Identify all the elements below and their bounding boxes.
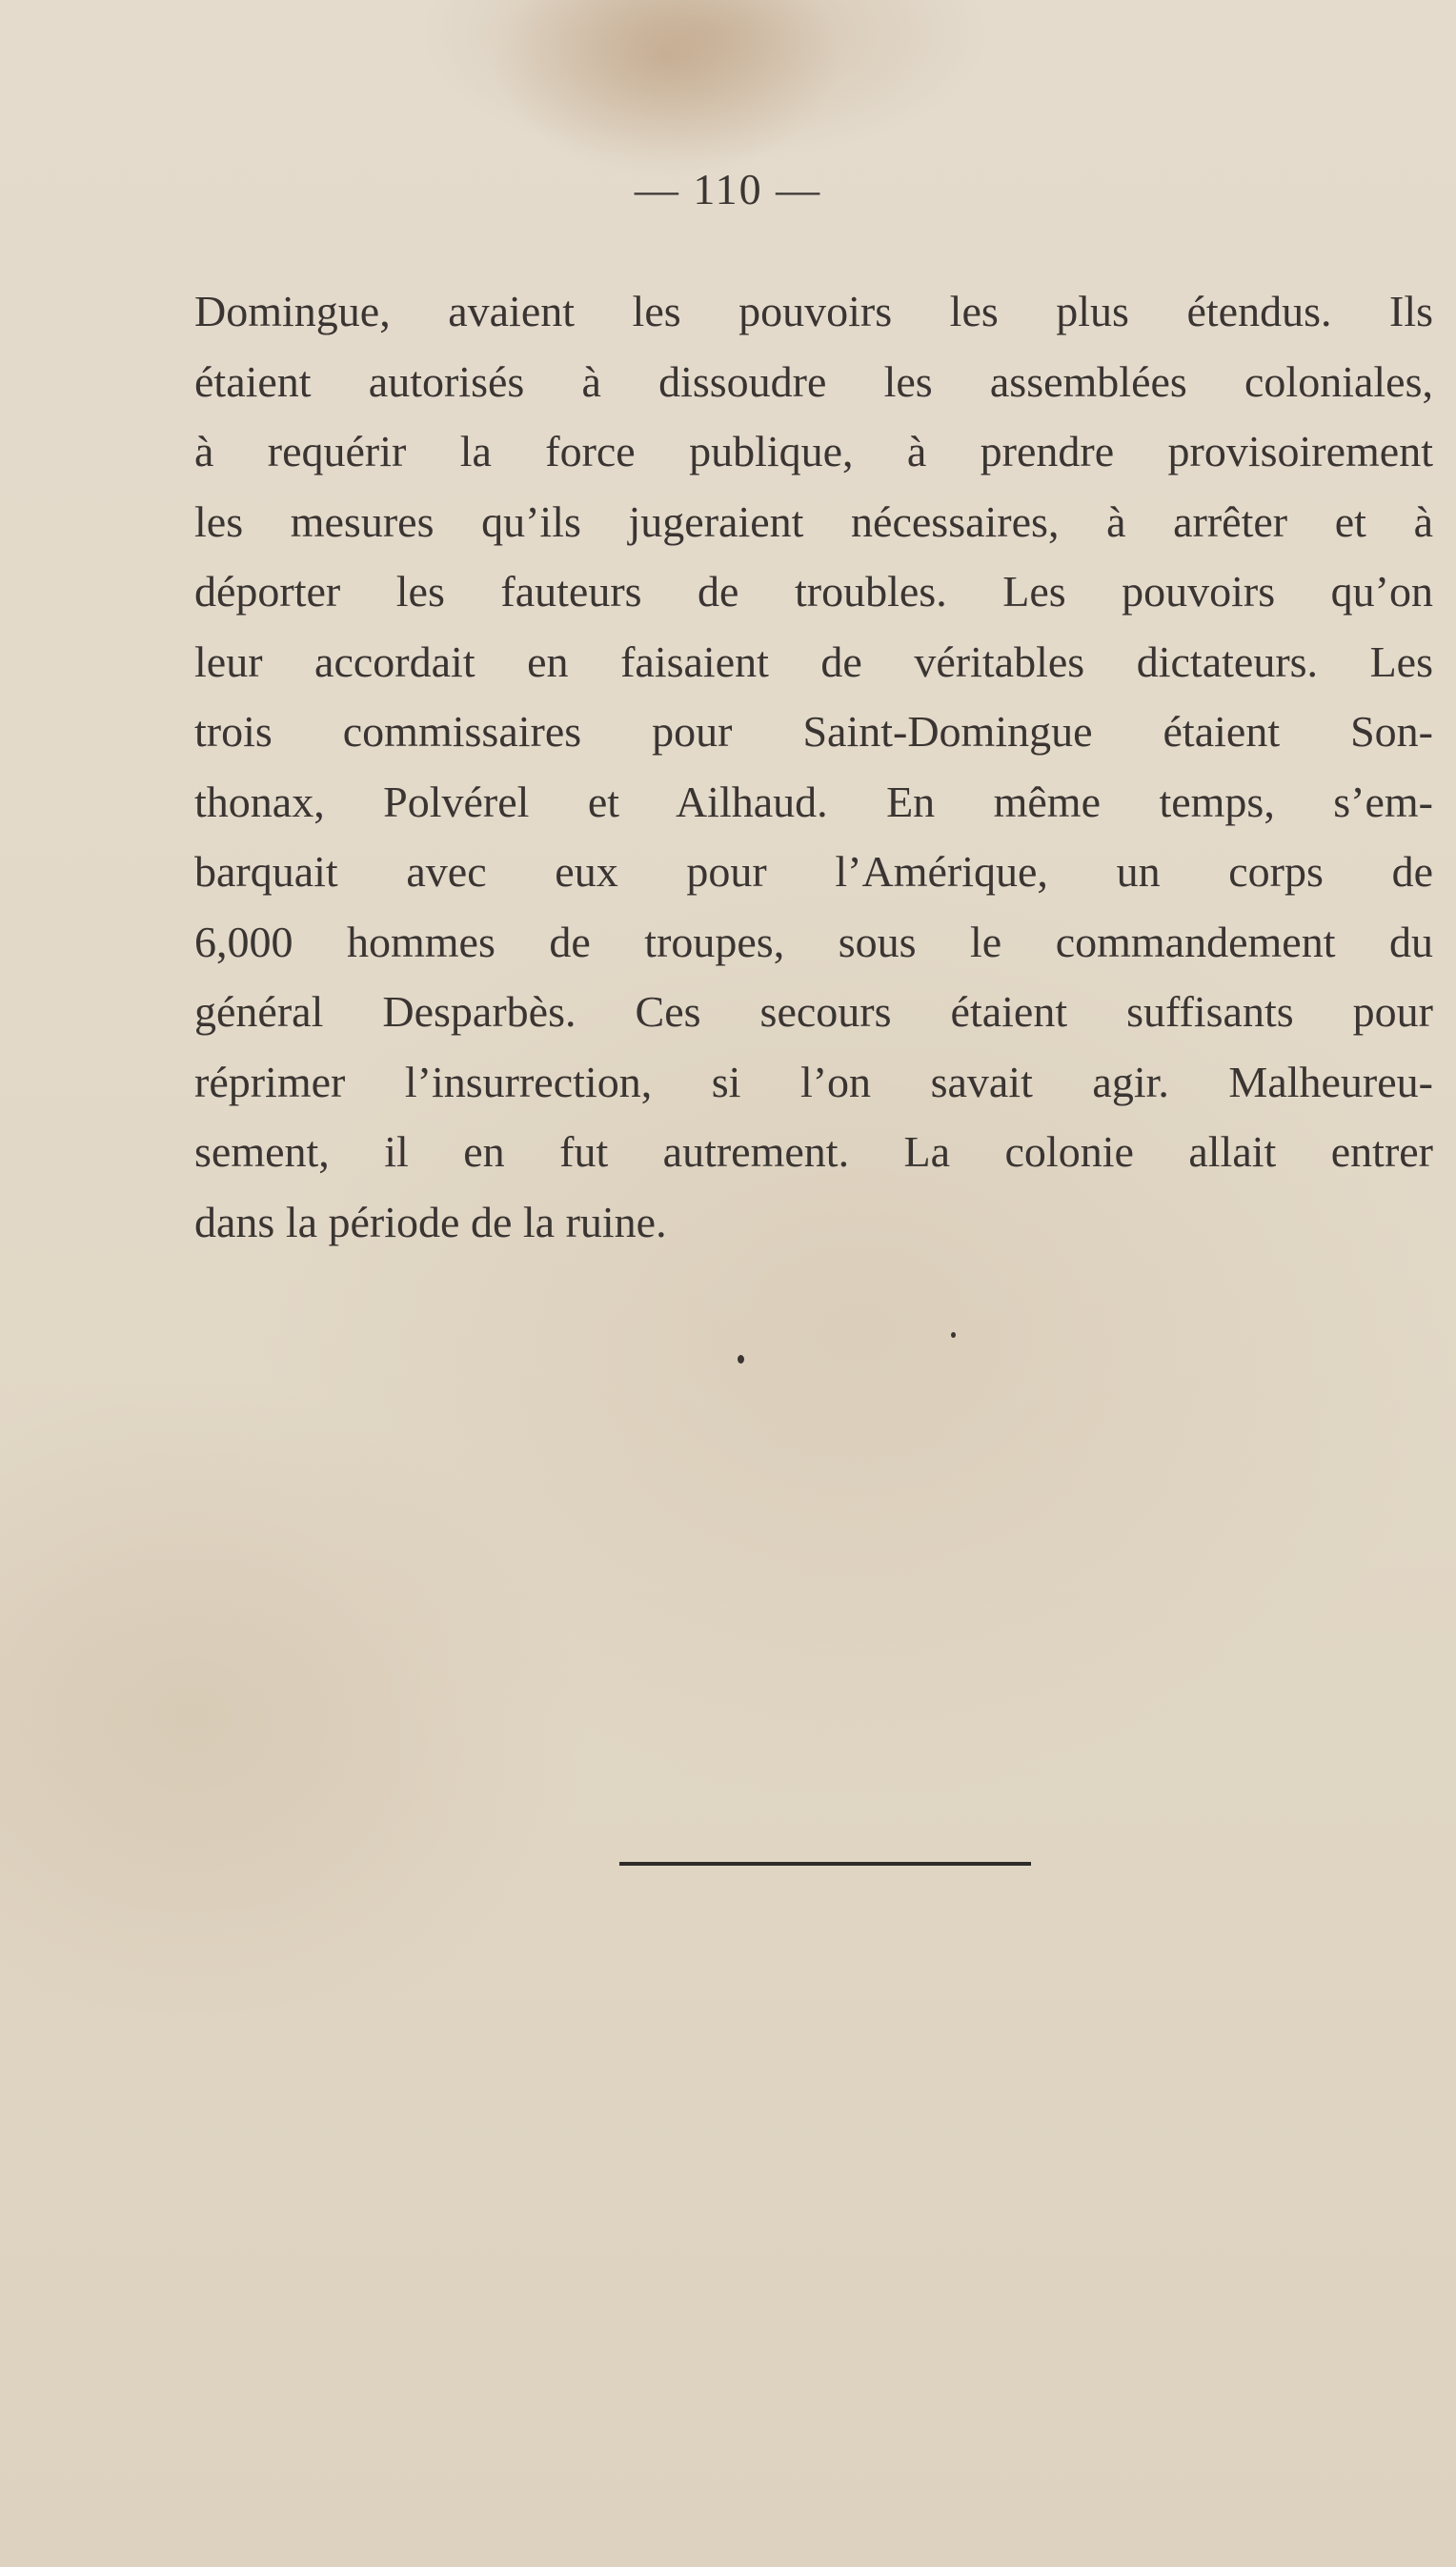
body-text <box>194 276 1433 1257</box>
text-line: déporter les fauteurs de troubles. Les pouvoirs qu’on <box>194 567 1433 616</box>
section-end-rule <box>619 1862 1031 1866</box>
text-line: à requérir la force publique, à prendre provisoirement <box>194 427 1433 475</box>
text-line: étaient autorisés à dissoudre les assemblées coloniales, <box>194 356 1433 406</box>
text-line: sement, il en fut autrement. La colonie allait entrer <box>194 1127 1433 1176</box>
text-line: Domingue, avaient les pouvoirs les plus étendus. Ils <box>194 287 1433 335</box>
text-line: réprimer l’insurrection, si l’on savait agir. Malheureu- <box>194 1057 1433 1106</box>
text-line: dans la période de la ruine. <box>194 1197 667 1246</box>
text-line: thonax, Polvérel et Ailhaud. En même temps, s’em- <box>194 777 1433 826</box>
text-line: 6,000 hommes de troupes, sous le commandement du <box>194 917 1433 966</box>
paper-stain <box>419 0 991 162</box>
ink-speck <box>738 1355 744 1364</box>
ink-speck <box>951 1332 956 1338</box>
text-line: leur accordait en faisaient de véritables dictateurs. Les <box>194 637 1433 686</box>
text-line: barquait avec eux pour l’Amérique, un corps de <box>194 847 1433 896</box>
text-line: général Desparbès. Ces secours étaient suffisants pour <box>194 987 1433 1036</box>
text-line: les mesures qu’ils jugeraient nécessaires, à arrêter et à <box>194 496 1433 546</box>
page-number: — 110 — <box>634 165 822 213</box>
text-line: trois commissaires pour Saint-Domingue étaient Son- <box>194 707 1433 756</box>
